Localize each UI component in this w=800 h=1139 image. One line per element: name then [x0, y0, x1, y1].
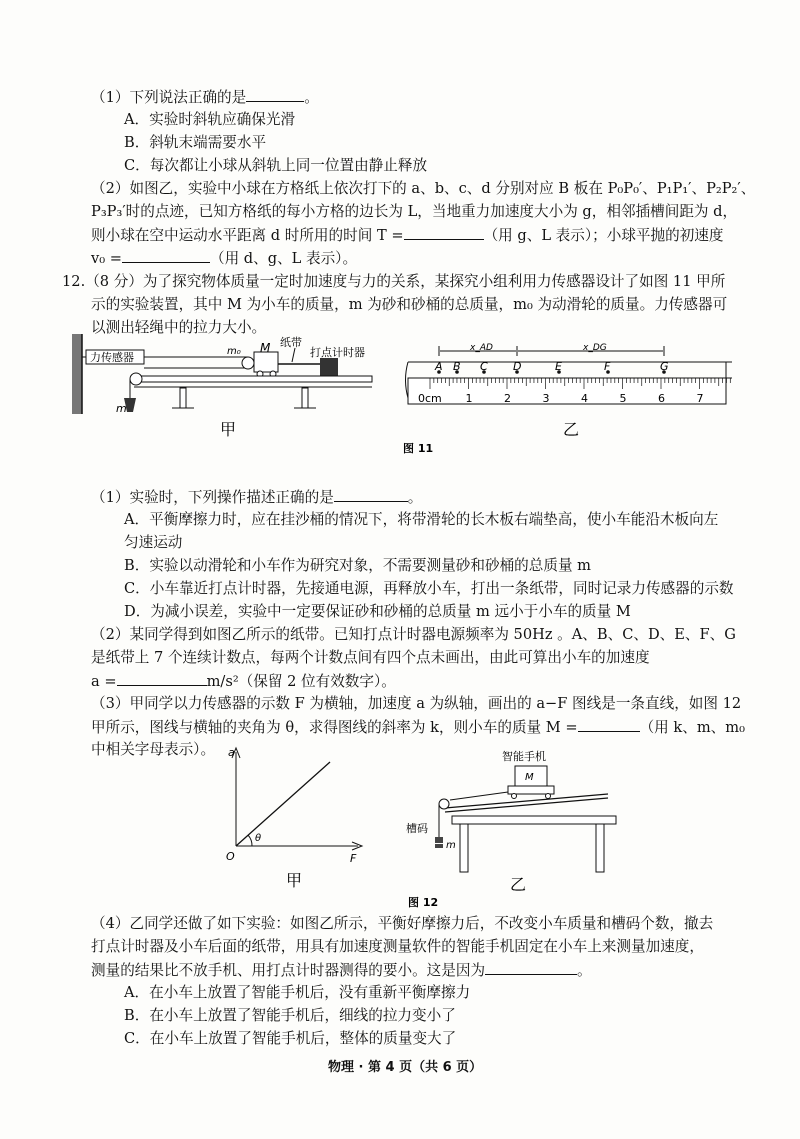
q12-part2-line1: （2）某同学得到如图乙所示的纸带。已知打点计时器电源频率为 50Hz 。A、B、C、D、E、F、G [91, 626, 736, 643]
q11-part2-line3: 则小球在空中运动水平距离 d 时所用的时间 T = （用 g、L 表示）；小球平抛的初速度 [91, 227, 724, 244]
axis-f-label: F [350, 852, 357, 865]
q12-option-a-line2: 匀速运动 [124, 534, 183, 551]
q12-intro-line3: 以测出轻绳中的拉力大小。 [91, 319, 267, 336]
ruler-label: 2 [504, 392, 511, 405]
q12-option-c: C．小车靠近打点计时器，先接通电源，再释放小车，打出一条纸带，同时记录力传感器的示数 [124, 580, 734, 597]
bucket-label: m [116, 402, 127, 415]
answer-blank[interactable] [122, 248, 210, 263]
q11-option-c: C．每次都让小球从斜轨上同一位置由静止释放 [124, 157, 428, 174]
q12-part4-line1: （4）乙同学还做了如下实验：如图乙所示，平衡好摩擦力后，不改变小车质量和槽码个数，撤去 [91, 915, 714, 932]
weights-label: 槽码 [406, 822, 428, 835]
figure-12 [200, 742, 620, 910]
tape-point-label: E [555, 360, 562, 373]
axis-a-label: a [228, 746, 235, 759]
q12-part4-line2: 打点计时器及小车后面的纸带，用具有加速度测量软件的智能手机固定在小车上来测量加速度， [91, 938, 704, 955]
q12-option-d: D．为减小误差，实验中一定要保证砂和砂桶的总质量 m 远小于小车的质量 M [124, 603, 631, 620]
ruler-label: 3 [542, 392, 550, 405]
x-dg-label: x_DG [583, 343, 607, 353]
ruler-label: 4 [581, 392, 588, 405]
a-f-line [236, 762, 330, 846]
x-ad-label: x_AD [470, 343, 493, 353]
theta-label: θ [255, 833, 262, 844]
tape-point-label: G [660, 360, 669, 373]
tape-point-label: C [480, 360, 488, 373]
fig12-sub-a: 甲 [286, 871, 303, 890]
q12-option-a-line1: A．平衡摩擦力时，应在挂沙桶的情况下，将带滑轮的长木板右端垫高，使小车能沿木板向左 [124, 511, 719, 528]
q12-intro-line2: 示的实验装置，其中 M 为小车的质量，m 为砂和砂桶的总质量，m₀ 为动滑轮的质量。力传感器可 [91, 296, 728, 313]
q11-part1: （1）下列说法正确的是 。 [91, 89, 319, 106]
q12-part1: （1）实验时，下列操作描述正确的是 。 [91, 489, 423, 506]
timer [320, 358, 338, 376]
q12-part4-option-b: B．在小车上放置了智能手机后，细线的拉力变小了 [124, 1007, 456, 1024]
tape-point-label: F [604, 360, 611, 373]
tape-point-label: B [453, 360, 461, 373]
q12-part2-line2: 是纸带上 7 个连续计数点，每两个计数点间有四个点未画出，由此可算出小车的加速度 [91, 649, 650, 666]
tape-point-label: A [435, 360, 443, 373]
tape-point-label: D [513, 360, 522, 373]
a-f-graph [226, 746, 362, 865]
fixed-pulley [130, 373, 142, 385]
origin-label: O [226, 850, 235, 863]
wall [72, 334, 82, 414]
q12-part3-line2: 甲所示，图线与横轴的夹角为 θ，求得图线的斜率为 k，则小车的质量 M = （用 k、m、m₀ [91, 719, 745, 736]
q12-part4-option-a: A．在小车上放置了智能手机后，没有重新平衡摩擦力 [124, 984, 471, 1001]
m0-label: m₀ [227, 346, 241, 357]
weights-m-label: m [446, 840, 456, 851]
q11-part2-line1: （2）如图乙，实验中小球在方格纸上依次打下的 a、b、c、d 分别对应 B 板在 P₀P₀′、P₁P₁′、P₂P₂′、 [91, 180, 756, 197]
ruler-label: 7 [696, 392, 704, 405]
answer-blank[interactable] [246, 87, 304, 102]
q11-part2-line2: P₃P₃′时的点迹，已知方格纸的每小方格的边长为 L，当地重力加速度大小为 g，相邻插槽间距为 d， [91, 203, 738, 220]
q11-part2-line4: v₀ = （用 d、g、L 表示）。 [91, 250, 358, 267]
q12-part3-line1: （3）甲同学以力传感器的示数 F 为横轴，加速度 a 为纵轴，画出的 a−F 图线是一条直线，如图 12 [91, 695, 742, 712]
long-board [134, 376, 372, 382]
answer-blank[interactable] [485, 960, 577, 975]
q12-part4-line3: 测量的结果比不放手机、用打点计时器测得的要小。这是因为 。 [91, 962, 592, 979]
ruler-label: 0cm [418, 392, 442, 405]
movable-pulley [242, 357, 254, 369]
figure-11 [70, 332, 750, 456]
fig11-caption: 图 11 [403, 442, 434, 455]
fig12-caption: 图 12 [408, 896, 439, 909]
q11-option-a: A．实验时斜轨应确保光滑 [124, 111, 296, 128]
tape-label: 纸带 [280, 336, 302, 349]
fig12-sub-b: 乙 [510, 875, 527, 894]
phone-label: 智能手机 [502, 750, 546, 763]
ruler-label: 6 [658, 392, 665, 405]
cart-label: M [260, 341, 271, 355]
fig11-sub-a: 甲 [220, 420, 237, 439]
q12-part4-option-c: C．在小车上放置了智能手机后，整体的质量变大了 [124, 1030, 457, 1047]
fig11-sub-b: 乙 [563, 420, 580, 439]
answer-blank[interactable] [334, 487, 408, 502]
smartphone-apparatus [406, 749, 616, 872]
q12-option-b: B．实验以动滑轮和小车作为研究对象，不需要测量砂和砂桶的总质量 m [124, 557, 592, 574]
q12-intro-line1: 12.（8 分）为了探究物体质量一定时加速度与力的关系，某探究小组利用力传感器设计了如图 11 甲所 [62, 273, 726, 290]
force-sensor-label: 力传感器 [90, 351, 134, 364]
answer-blank[interactable] [404, 225, 484, 240]
q12-part3-line3: 中相关字母表示）。 [91, 741, 216, 758]
page-footer: 物理 · 第 4 页（共 6 页） [328, 1060, 483, 1075]
answer-blank[interactable] [117, 671, 207, 686]
ruler-figure [406, 343, 733, 405]
answer-blank[interactable] [578, 717, 640, 732]
q11-option-b: B．斜轨末端需要水平 [124, 134, 267, 151]
timer-label: 打点计时器 [310, 346, 365, 359]
ruler-label: 1 [465, 392, 473, 405]
q12-part2-line3: a = m/s²（保留 2 位有效数字）。 [91, 673, 396, 690]
ruler-label: 5 [619, 392, 627, 405]
cart-m-label: M [525, 772, 534, 783]
cart [254, 352, 278, 372]
